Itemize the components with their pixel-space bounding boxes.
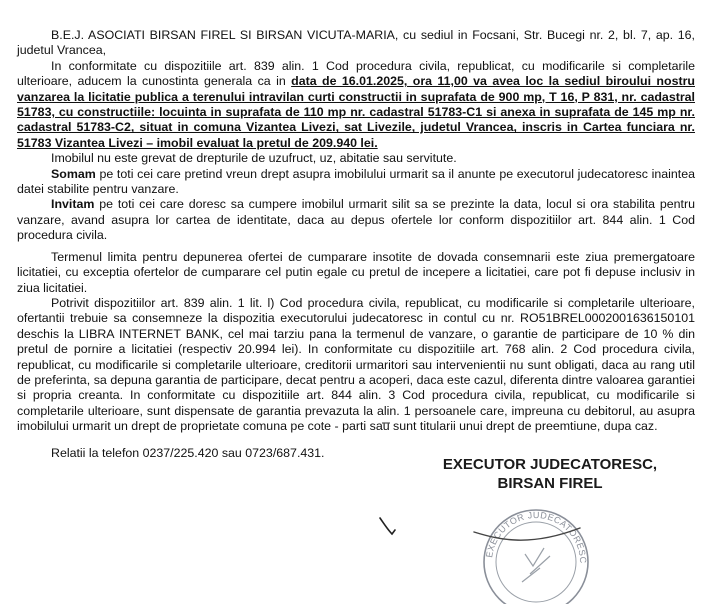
summons-paragraph	[17, 167, 695, 198]
invitation-paragraph	[17, 197, 695, 243]
guarantee-paragraph: Potrivit dispozitiilor art. 839 alin. 1 lit. l) Cod procedura civila, republicat, cu modificarile si completarile ulterioare, ofertantii trebuie sa consemneze la dispozitia executorului judecatoresc in contul cu nr. RO51BREL0002001636150101 deschis la LIBRA INTERNET BANK, cel mai tarziu pana la termenul de vanzare, o garantie de participare de 10 % din pretul de pornire a licitatiei (respectiv 20.994 lei). In conformitate cu dispozitiile art. 768 alin. 2 Cod procedura civila, republicat, cu modificarile si completarile ulterioare, creditorii urmaritori sau intervenientii nu sunt obligati, daca au rang util de preferinta, sa depuna garantia de participare, decat pentru a acoperi, daca este cazul, diferenta dintre valoarea garantiei si propria creanta. In conformitate cu dispozitiile art. 844 alin. 3 Cod procedura civila, republicat, cu modificarile si completarile ulterioare, sunt dispensate de garantia prevazuta la alin. 1 persoanele care, impreuna cu debitorul, au asupra imobilului urmarit un drept de proprietate comuna pe cote - parti sau sunt titularii unui drept de preemtiune, dupa caz.	[17, 295, 695, 434]
document-body	[17, 28, 695, 461]
signature-title: EXECUTOR JUDECATORESC,	[442, 456, 658, 473]
intro-paragraph: B.E.J. ASOCIATI BIRSAN FIREL SI BIRSAN VICUTA-MARIA, cu sediul in Focsani, Str. Bucegi nr. 2, bl. 7, ap. 16, judetul Vrancea,	[17, 28, 695, 58]
invitation-keyword: Invitam	[51, 197, 95, 212]
pen-mark	[381, 421, 391, 425]
encumbrance-paragraph: Imobilul nu este grevat de drepturile de uzufruct, uz, abitatie sau servitute.	[51, 151, 457, 166]
svg-text:EXECUTOR JUDECATORESC: EXECUTOR JUDECATORESC	[484, 509, 589, 564]
signature-name: BIRSAN FIREL	[497, 475, 603, 492]
handwritten-signature	[370, 510, 420, 540]
auction-lead: In conformitate cu dispozitiile art. 839 alin. 1 Cod procedura civila, republicat, cu modificarile si completarile ulterioare, aducem la cunostinta generala ca in	[17, 58, 695, 89]
official-seal	[470, 492, 600, 604]
signature-block	[405, 455, 695, 493]
summons-text: pe toti cei care pretind vreun drept asupra imobilului urmarit sa il anunte pe executorul judecatoresc inaintea datei stabilite pentru vanzare.	[17, 166, 695, 197]
auction-details: data de 16.01.2025, ora 11,00 va avea loc la sediul biroului nostru vanzarea la licitatie publica a terenului intravilan curti constructii in suprafata de 900 mp, T 16, P 831, nr. cadastral 51783, cu constructiile: locuinta in suprafata de 110 mp nr. cadastral 51783-C1 si anexa in suprafata de 145 mp nr. cadastral 51783-C2, situat in comuna Vizantea Livezi, sat Livezile, judetul Vrancea, inscris in Cartea funciara nr. 51783 Vizantea Livezi – imobil evaluat la pretul de 209.940 lei.	[17, 74, 695, 150]
deadline-paragraph: Termenul limita pentru depunerea ofertei de cumparare insotite de dovada consemnarii este ziua premergatoare licitatiei, cu exceptia ofertelor de cumparare cel putin egale cu pretul de incepere a licitatiei, care pot fi depuse inclusiv in ziua licitatiei.	[17, 249, 695, 295]
auction-paragraph	[17, 59, 695, 151]
invitation-text: pe toti cei care doresc sa cumpere imobilul urmarit silit sa se prezinte la data, locul si ora stabilita pentru vanzare, avand asupra lor cartea de identitate, daca au depus ofertele lor conform dispozitiilor art. 844 alin. 1 Cod procedura civila.	[17, 197, 695, 243]
contact-line: Relatii la telefon 0237/225.420 sau 0723/687.431.	[51, 445, 325, 460]
summons-keyword: Somam	[51, 166, 96, 181]
